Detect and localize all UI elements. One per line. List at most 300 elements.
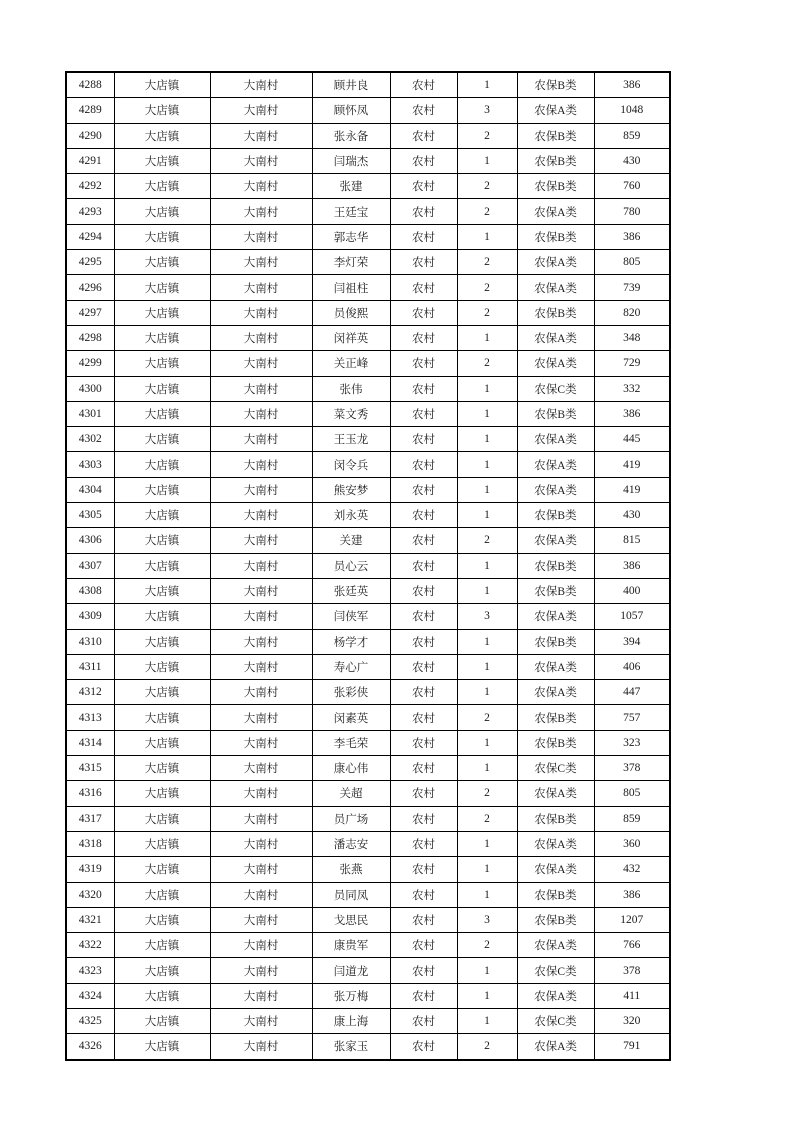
cell-village: 大南村 bbox=[210, 907, 312, 932]
cell-amount: 394 bbox=[594, 629, 670, 654]
cell-town: 大店镇 bbox=[114, 806, 210, 831]
cell-village: 大南村 bbox=[210, 857, 312, 882]
cell-village: 大南村 bbox=[210, 401, 312, 426]
cell-residence: 农村 bbox=[390, 376, 457, 401]
cell-residence: 农村 bbox=[390, 983, 457, 1008]
cell-category: 农保B类 bbox=[517, 882, 594, 907]
cell-serial: 4295 bbox=[66, 250, 114, 275]
cell-town: 大店镇 bbox=[114, 351, 210, 376]
cell-amount: 766 bbox=[594, 933, 670, 958]
cell-count: 1 bbox=[457, 857, 517, 882]
cell-serial: 4309 bbox=[66, 604, 114, 629]
cell-serial: 4292 bbox=[66, 174, 114, 199]
cell-residence: 农村 bbox=[390, 806, 457, 831]
cell-serial: 4293 bbox=[66, 199, 114, 224]
cell-village: 大南村 bbox=[210, 351, 312, 376]
cell-count: 1 bbox=[457, 983, 517, 1008]
cell-amount: 757 bbox=[594, 705, 670, 730]
table-body bbox=[66, 72, 670, 1060]
cell-residence: 农村 bbox=[390, 1008, 457, 1033]
cell-serial: 4317 bbox=[66, 806, 114, 831]
cell-name: 张万梅 bbox=[312, 983, 390, 1008]
cell-amount: 348 bbox=[594, 325, 670, 350]
cell-name: 员俊熙 bbox=[312, 300, 390, 325]
cell-name: 康上海 bbox=[312, 1008, 390, 1033]
cell-town: 大店镇 bbox=[114, 781, 210, 806]
cell-name: 闫道龙 bbox=[312, 958, 390, 983]
cell-residence: 农村 bbox=[390, 528, 457, 553]
cell-count: 2 bbox=[457, 1034, 517, 1060]
cell-count: 3 bbox=[457, 907, 517, 932]
cell-count: 1 bbox=[457, 325, 517, 350]
cell-town: 大店镇 bbox=[114, 958, 210, 983]
cell-count: 1 bbox=[457, 452, 517, 477]
cell-serial: 4325 bbox=[66, 1008, 114, 1033]
cell-town: 大店镇 bbox=[114, 427, 210, 452]
cell-town: 大店镇 bbox=[114, 578, 210, 603]
table-row bbox=[66, 477, 670, 502]
cell-residence: 农村 bbox=[390, 907, 457, 932]
table-row bbox=[66, 224, 670, 249]
cell-town: 大店镇 bbox=[114, 72, 210, 98]
cell-residence: 农村 bbox=[390, 705, 457, 730]
table-row bbox=[66, 325, 670, 350]
cell-village: 大南村 bbox=[210, 98, 312, 123]
cell-category: 农保A类 bbox=[517, 477, 594, 502]
cell-name: 李毛荣 bbox=[312, 730, 390, 755]
cell-name: 李灯荣 bbox=[312, 250, 390, 275]
cell-serial: 4324 bbox=[66, 983, 114, 1008]
cell-town: 大店镇 bbox=[114, 553, 210, 578]
cell-name: 戈思民 bbox=[312, 907, 390, 932]
cell-town: 大店镇 bbox=[114, 401, 210, 426]
cell-town: 大店镇 bbox=[114, 1034, 210, 1060]
table-row bbox=[66, 72, 670, 98]
table-row bbox=[66, 654, 670, 679]
cell-village: 大南村 bbox=[210, 300, 312, 325]
cell-residence: 农村 bbox=[390, 148, 457, 173]
cell-name: 康贵军 bbox=[312, 933, 390, 958]
cell-name: 员广场 bbox=[312, 806, 390, 831]
cell-village: 大南村 bbox=[210, 806, 312, 831]
cell-category: 农保B类 bbox=[517, 578, 594, 603]
cell-serial: 4323 bbox=[66, 958, 114, 983]
cell-serial: 4289 bbox=[66, 98, 114, 123]
cell-category: 农保A类 bbox=[517, 325, 594, 350]
cell-village: 大南村 bbox=[210, 553, 312, 578]
cell-town: 大店镇 bbox=[114, 98, 210, 123]
cell-serial: 4318 bbox=[66, 831, 114, 856]
cell-residence: 农村 bbox=[390, 351, 457, 376]
cell-town: 大店镇 bbox=[114, 199, 210, 224]
cell-amount: 432 bbox=[594, 857, 670, 882]
cell-count: 2 bbox=[457, 781, 517, 806]
cell-serial: 4291 bbox=[66, 148, 114, 173]
cell-category: 农保A类 bbox=[517, 199, 594, 224]
cell-category: 农保C类 bbox=[517, 1008, 594, 1033]
table-row bbox=[66, 401, 670, 426]
cell-category: 农保B类 bbox=[517, 148, 594, 173]
cell-village: 大南村 bbox=[210, 781, 312, 806]
cell-village: 大南村 bbox=[210, 730, 312, 755]
cell-village: 大南村 bbox=[210, 275, 312, 300]
cell-amount: 419 bbox=[594, 477, 670, 502]
cell-town: 大店镇 bbox=[114, 224, 210, 249]
cell-name: 张建 bbox=[312, 174, 390, 199]
cell-residence: 农村 bbox=[390, 452, 457, 477]
cell-category: 农保B类 bbox=[517, 72, 594, 98]
cell-residence: 农村 bbox=[390, 882, 457, 907]
cell-town: 大店镇 bbox=[114, 933, 210, 958]
cell-serial: 4320 bbox=[66, 882, 114, 907]
table-row bbox=[66, 933, 670, 958]
cell-count: 2 bbox=[457, 300, 517, 325]
cell-village: 大南村 bbox=[210, 680, 312, 705]
table-row bbox=[66, 705, 670, 730]
cell-count: 2 bbox=[457, 933, 517, 958]
cell-residence: 农村 bbox=[390, 578, 457, 603]
cell-category: 农保A类 bbox=[517, 275, 594, 300]
cell-town: 大店镇 bbox=[114, 148, 210, 173]
cell-amount: 400 bbox=[594, 578, 670, 603]
cell-amount: 815 bbox=[594, 528, 670, 553]
cell-name: 潘志安 bbox=[312, 831, 390, 856]
cell-village: 大南村 bbox=[210, 376, 312, 401]
cell-village: 大南村 bbox=[210, 933, 312, 958]
cell-category: 农保B类 bbox=[517, 629, 594, 654]
cell-category: 农保A类 bbox=[517, 98, 594, 123]
cell-village: 大南村 bbox=[210, 604, 312, 629]
cell-category: 农保C类 bbox=[517, 958, 594, 983]
cell-category: 农保C类 bbox=[517, 376, 594, 401]
cell-serial: 4300 bbox=[66, 376, 114, 401]
cell-residence: 农村 bbox=[390, 654, 457, 679]
cell-name: 张廷英 bbox=[312, 578, 390, 603]
cell-name: 关正峰 bbox=[312, 351, 390, 376]
table-row bbox=[66, 376, 670, 401]
cell-residence: 农村 bbox=[390, 72, 457, 98]
cell-serial: 4299 bbox=[66, 351, 114, 376]
cell-town: 大店镇 bbox=[114, 756, 210, 781]
cell-town: 大店镇 bbox=[114, 857, 210, 882]
cell-serial: 4321 bbox=[66, 907, 114, 932]
cell-count: 2 bbox=[457, 705, 517, 730]
cell-count: 1 bbox=[457, 224, 517, 249]
cell-residence: 农村 bbox=[390, 300, 457, 325]
cell-name: 闫祖柱 bbox=[312, 275, 390, 300]
cell-town: 大店镇 bbox=[114, 680, 210, 705]
cell-category: 农保B类 bbox=[517, 174, 594, 199]
cell-category: 农保B类 bbox=[517, 224, 594, 249]
cell-serial: 4307 bbox=[66, 553, 114, 578]
cell-residence: 农村 bbox=[390, 831, 457, 856]
cell-name: 康心伟 bbox=[312, 756, 390, 781]
table-row bbox=[66, 578, 670, 603]
cell-town: 大店镇 bbox=[114, 477, 210, 502]
cell-residence: 农村 bbox=[390, 199, 457, 224]
cell-name: 寿心广 bbox=[312, 654, 390, 679]
cell-town: 大店镇 bbox=[114, 275, 210, 300]
cell-serial: 4288 bbox=[66, 72, 114, 98]
cell-amount: 320 bbox=[594, 1008, 670, 1033]
cell-category: 农保A类 bbox=[517, 857, 594, 882]
table-row bbox=[66, 528, 670, 553]
cell-name: 熊安梦 bbox=[312, 477, 390, 502]
cell-count: 1 bbox=[457, 730, 517, 755]
cell-amount: 805 bbox=[594, 781, 670, 806]
table-row bbox=[66, 781, 670, 806]
cell-residence: 农村 bbox=[390, 250, 457, 275]
cell-amount: 386 bbox=[594, 224, 670, 249]
cell-serial: 4298 bbox=[66, 325, 114, 350]
cell-category: 农保A类 bbox=[517, 250, 594, 275]
table-row bbox=[66, 857, 670, 882]
cell-village: 大南村 bbox=[210, 452, 312, 477]
table-row bbox=[66, 756, 670, 781]
cell-village: 大南村 bbox=[210, 756, 312, 781]
cell-residence: 农村 bbox=[390, 781, 457, 806]
cell-category: 农保B类 bbox=[517, 730, 594, 755]
cell-village: 大南村 bbox=[210, 123, 312, 148]
cell-serial: 4322 bbox=[66, 933, 114, 958]
cell-serial: 4319 bbox=[66, 857, 114, 882]
cell-count: 1 bbox=[457, 427, 517, 452]
cell-count: 1 bbox=[457, 629, 517, 654]
cell-category: 农保B类 bbox=[517, 401, 594, 426]
cell-amount: 323 bbox=[594, 730, 670, 755]
cell-village: 大南村 bbox=[210, 72, 312, 98]
table-row bbox=[66, 629, 670, 654]
cell-count: 1 bbox=[457, 477, 517, 502]
cell-town: 大店镇 bbox=[114, 604, 210, 629]
cell-serial: 4310 bbox=[66, 629, 114, 654]
cell-category: 农保A类 bbox=[517, 933, 594, 958]
cell-category: 农保A类 bbox=[517, 1034, 594, 1060]
cell-category: 农保A类 bbox=[517, 831, 594, 856]
table-row bbox=[66, 250, 670, 275]
table-row bbox=[66, 831, 670, 856]
cell-name: 张永备 bbox=[312, 123, 390, 148]
cell-count: 1 bbox=[457, 578, 517, 603]
cell-amount: 430 bbox=[594, 148, 670, 173]
cell-count: 2 bbox=[457, 528, 517, 553]
table-row bbox=[66, 503, 670, 528]
cell-category: 农保B类 bbox=[517, 300, 594, 325]
cell-serial: 4312 bbox=[66, 680, 114, 705]
cell-category: 农保A类 bbox=[517, 528, 594, 553]
cell-count: 1 bbox=[457, 1008, 517, 1033]
cell-count: 1 bbox=[457, 401, 517, 426]
cell-serial: 4303 bbox=[66, 452, 114, 477]
cell-serial: 4297 bbox=[66, 300, 114, 325]
table-row bbox=[66, 123, 670, 148]
cell-count: 1 bbox=[457, 958, 517, 983]
cell-category: 农保A类 bbox=[517, 604, 594, 629]
cell-village: 大南村 bbox=[210, 427, 312, 452]
cell-serial: 4315 bbox=[66, 756, 114, 781]
cell-residence: 农村 bbox=[390, 1034, 457, 1060]
cell-category: 农保C类 bbox=[517, 756, 594, 781]
cell-village: 大南村 bbox=[210, 224, 312, 249]
cell-residence: 农村 bbox=[390, 629, 457, 654]
cell-amount: 386 bbox=[594, 72, 670, 98]
cell-town: 大店镇 bbox=[114, 654, 210, 679]
cell-amount: 805 bbox=[594, 250, 670, 275]
cell-amount: 780 bbox=[594, 199, 670, 224]
cell-residence: 农村 bbox=[390, 275, 457, 300]
cell-count: 2 bbox=[457, 174, 517, 199]
cell-village: 大南村 bbox=[210, 629, 312, 654]
cell-amount: 419 bbox=[594, 452, 670, 477]
cell-town: 大店镇 bbox=[114, 1008, 210, 1033]
cell-count: 1 bbox=[457, 756, 517, 781]
cell-village: 大南村 bbox=[210, 705, 312, 730]
cell-name: 闵祥英 bbox=[312, 325, 390, 350]
cell-amount: 360 bbox=[594, 831, 670, 856]
cell-serial: 4296 bbox=[66, 275, 114, 300]
cell-village: 大南村 bbox=[210, 250, 312, 275]
cell-count: 2 bbox=[457, 199, 517, 224]
cell-name: 顾怀凤 bbox=[312, 98, 390, 123]
table-row bbox=[66, 351, 670, 376]
cell-serial: 4294 bbox=[66, 224, 114, 249]
cell-name: 关超 bbox=[312, 781, 390, 806]
cell-amount: 1048 bbox=[594, 98, 670, 123]
cell-residence: 农村 bbox=[390, 756, 457, 781]
table-row bbox=[66, 730, 670, 755]
cell-village: 大南村 bbox=[210, 831, 312, 856]
cell-category: 农保A类 bbox=[517, 351, 594, 376]
cell-count: 1 bbox=[457, 376, 517, 401]
cell-village: 大南村 bbox=[210, 528, 312, 553]
cell-amount: 1207 bbox=[594, 907, 670, 932]
table-row bbox=[66, 553, 670, 578]
cell-residence: 农村 bbox=[390, 857, 457, 882]
cell-amount: 859 bbox=[594, 806, 670, 831]
cell-count: 2 bbox=[457, 250, 517, 275]
cell-count: 1 bbox=[457, 882, 517, 907]
cell-village: 大南村 bbox=[210, 654, 312, 679]
cell-residence: 农村 bbox=[390, 730, 457, 755]
cell-count: 2 bbox=[457, 351, 517, 376]
cell-serial: 4316 bbox=[66, 781, 114, 806]
cell-count: 2 bbox=[457, 275, 517, 300]
cell-count: 1 bbox=[457, 654, 517, 679]
cell-name: 张家玉 bbox=[312, 1034, 390, 1060]
cell-village: 大南村 bbox=[210, 1008, 312, 1033]
cell-name: 员同凤 bbox=[312, 882, 390, 907]
table-row bbox=[66, 98, 670, 123]
cell-town: 大店镇 bbox=[114, 882, 210, 907]
cell-name: 顾井良 bbox=[312, 72, 390, 98]
cell-serial: 4304 bbox=[66, 477, 114, 502]
cell-residence: 农村 bbox=[390, 325, 457, 350]
cell-serial: 4305 bbox=[66, 503, 114, 528]
cell-count: 1 bbox=[457, 553, 517, 578]
cell-category: 农保A类 bbox=[517, 983, 594, 1008]
cell-category: 农保A类 bbox=[517, 427, 594, 452]
cell-amount: 378 bbox=[594, 756, 670, 781]
cell-amount: 859 bbox=[594, 123, 670, 148]
cell-town: 大店镇 bbox=[114, 831, 210, 856]
cell-serial: 4308 bbox=[66, 578, 114, 603]
cell-amount: 445 bbox=[594, 427, 670, 452]
cell-count: 1 bbox=[457, 72, 517, 98]
cell-village: 大南村 bbox=[210, 325, 312, 350]
cell-town: 大店镇 bbox=[114, 528, 210, 553]
cell-town: 大店镇 bbox=[114, 629, 210, 654]
cell-serial: 4314 bbox=[66, 730, 114, 755]
cell-amount: 406 bbox=[594, 654, 670, 679]
cell-category: 农保B类 bbox=[517, 907, 594, 932]
cell-village: 大南村 bbox=[210, 174, 312, 199]
cell-village: 大南村 bbox=[210, 1034, 312, 1060]
cell-count: 2 bbox=[457, 806, 517, 831]
cell-residence: 农村 bbox=[390, 958, 457, 983]
table-row bbox=[66, 983, 670, 1008]
cell-residence: 农村 bbox=[390, 933, 457, 958]
cell-amount: 791 bbox=[594, 1034, 670, 1060]
cell-residence: 农村 bbox=[390, 503, 457, 528]
table-row bbox=[66, 452, 670, 477]
cell-name: 张伟 bbox=[312, 376, 390, 401]
cell-serial: 4290 bbox=[66, 123, 114, 148]
cell-town: 大店镇 bbox=[114, 503, 210, 528]
cell-serial: 4301 bbox=[66, 401, 114, 426]
cell-residence: 农村 bbox=[390, 224, 457, 249]
cell-name: 闵令兵 bbox=[312, 452, 390, 477]
cell-count: 1 bbox=[457, 831, 517, 856]
cell-village: 大南村 bbox=[210, 199, 312, 224]
cell-town: 大店镇 bbox=[114, 300, 210, 325]
cell-amount: 411 bbox=[594, 983, 670, 1008]
cell-name: 王廷宝 bbox=[312, 199, 390, 224]
cell-amount: 820 bbox=[594, 300, 670, 325]
cell-town: 大店镇 bbox=[114, 730, 210, 755]
cell-category: 农保A类 bbox=[517, 654, 594, 679]
cell-residence: 农村 bbox=[390, 174, 457, 199]
cell-residence: 农村 bbox=[390, 401, 457, 426]
cell-count: 3 bbox=[457, 604, 517, 629]
cell-town: 大店镇 bbox=[114, 325, 210, 350]
cell-count: 1 bbox=[457, 503, 517, 528]
cell-name: 王玉龙 bbox=[312, 427, 390, 452]
cell-serial: 4302 bbox=[66, 427, 114, 452]
cell-category: 农保B类 bbox=[517, 705, 594, 730]
cell-town: 大店镇 bbox=[114, 983, 210, 1008]
cell-village: 大南村 bbox=[210, 958, 312, 983]
cell-town: 大店镇 bbox=[114, 123, 210, 148]
cell-name: 闫侠军 bbox=[312, 604, 390, 629]
table-row bbox=[66, 958, 670, 983]
table-row bbox=[66, 604, 670, 629]
cell-name: 杨学才 bbox=[312, 629, 390, 654]
table-row bbox=[66, 427, 670, 452]
cell-category: 农保B类 bbox=[517, 553, 594, 578]
cell-village: 大南村 bbox=[210, 477, 312, 502]
cell-town: 大店镇 bbox=[114, 907, 210, 932]
cell-residence: 农村 bbox=[390, 680, 457, 705]
cell-category: 农保B类 bbox=[517, 503, 594, 528]
cell-name: 菜文秀 bbox=[312, 401, 390, 426]
table-row bbox=[66, 680, 670, 705]
cell-amount: 729 bbox=[594, 351, 670, 376]
table-row bbox=[66, 174, 670, 199]
cell-town: 大店镇 bbox=[114, 376, 210, 401]
cell-town: 大店镇 bbox=[114, 452, 210, 477]
cell-name: 员心云 bbox=[312, 553, 390, 578]
cell-count: 1 bbox=[457, 148, 517, 173]
